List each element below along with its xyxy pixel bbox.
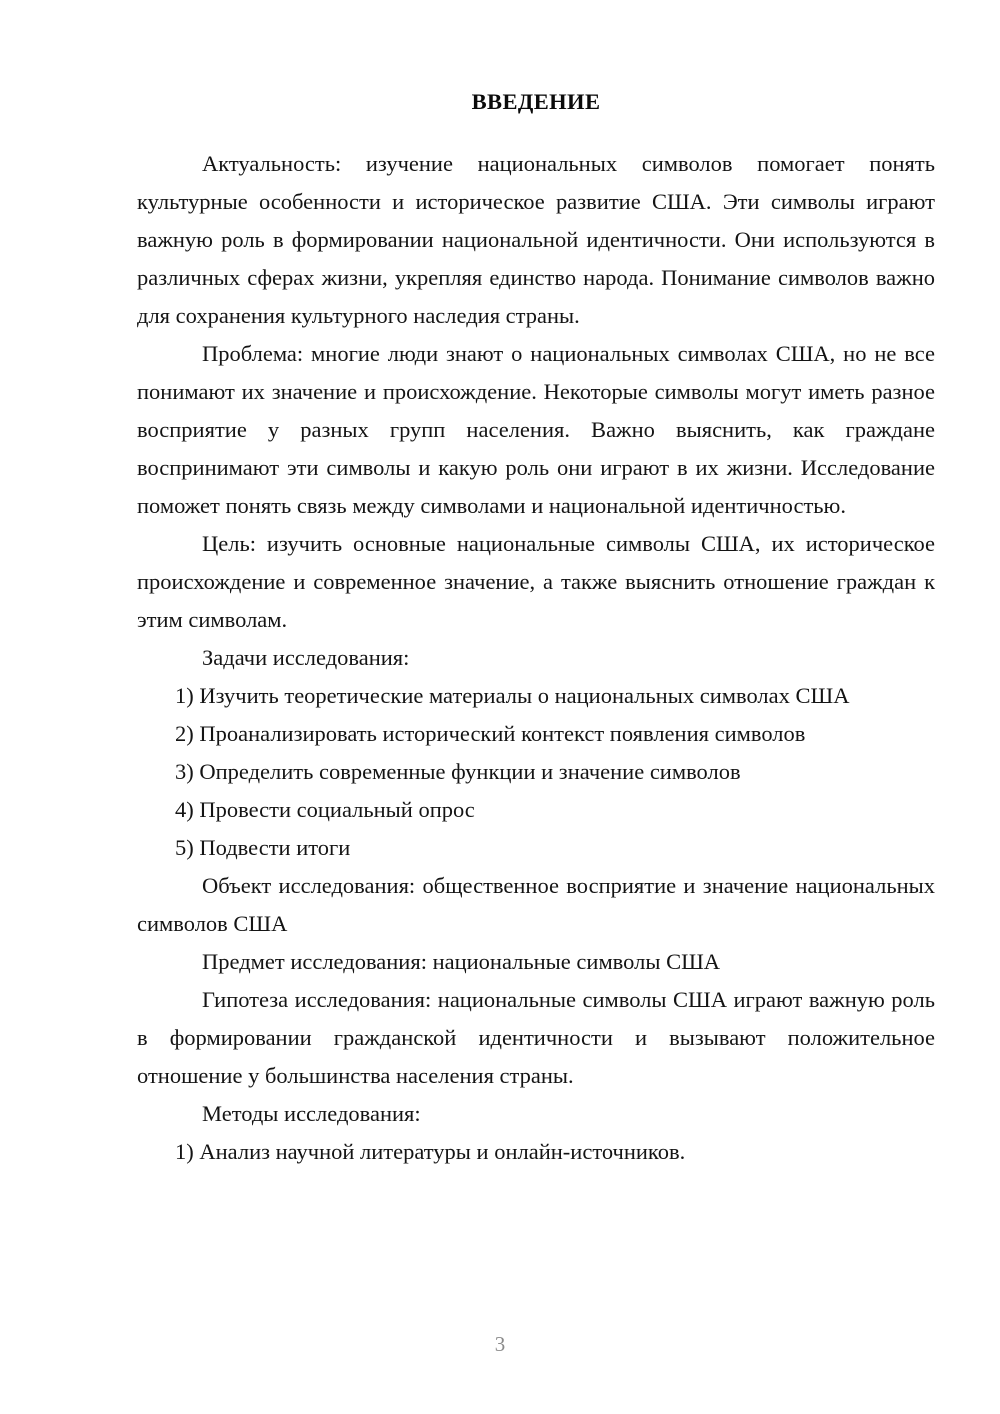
tasks-list [137,677,935,867]
list-item: 5) Подвести итоги [175,835,351,860]
heading-methods: Методы исследования: [202,1101,421,1126]
list-item: 2) Проанализировать исторический контекст появления символов [175,721,806,746]
paragraph-hypothesis: Гипотеза исследования: национальные символы США играют важную роль в формировании гражданской идентичности и вызывают положительное отношение у большинства населения страны. [137,987,935,1088]
paragraph-goal: Цель: изучить основные национальные символы США, их историческое происхождение и современное значение, а также выяснить отношение граждан к этим символам. [137,531,935,632]
paragraph-problem: Проблема: многие люди знают о национальных символах США, но не все понимают их значение и происхождение. Некоторые символы могут иметь разное восприятие у разных групп населения. Важно выяснить, как граждане воспринимают эти символы и какую роль они играют в их жизни. Исследование поможет понять связь между символами и национальной идентичностью. [137,341,935,518]
list-item: 4) Провести социальный опрос [175,797,475,822]
list-item: 1) Анализ научной литературы и онлайн-источников. [175,1139,686,1164]
heading-tasks: Задачи исследования: [202,645,410,670]
page-number: 3 [494,1332,506,1356]
paragraph-subject: Предмет исследования: национальные символы США [202,949,721,974]
paragraph-relevance: Актуальность: изучение национальных символов помогает понять культурные особенности и историческое развитие США. Эти символы играют важную роль в формировании национальной идентичности. Они используются в различных сферах жизни, укрепляя единство народа. Понимание символов важно для сохранения культурного наследия страны. [137,151,935,328]
list-item: 3) Определить современные функции и значение символов [175,759,741,784]
list-item: 1) Изучить теоретические материалы о национальных символах США [175,683,850,708]
document-body [137,88,935,1171]
page-title: ВВЕДЕНИЕ [471,89,601,114]
methods-list [137,1133,935,1171]
paragraph-object: Объект исследования: общественное восприятие и значение национальных символов США [137,873,935,936]
